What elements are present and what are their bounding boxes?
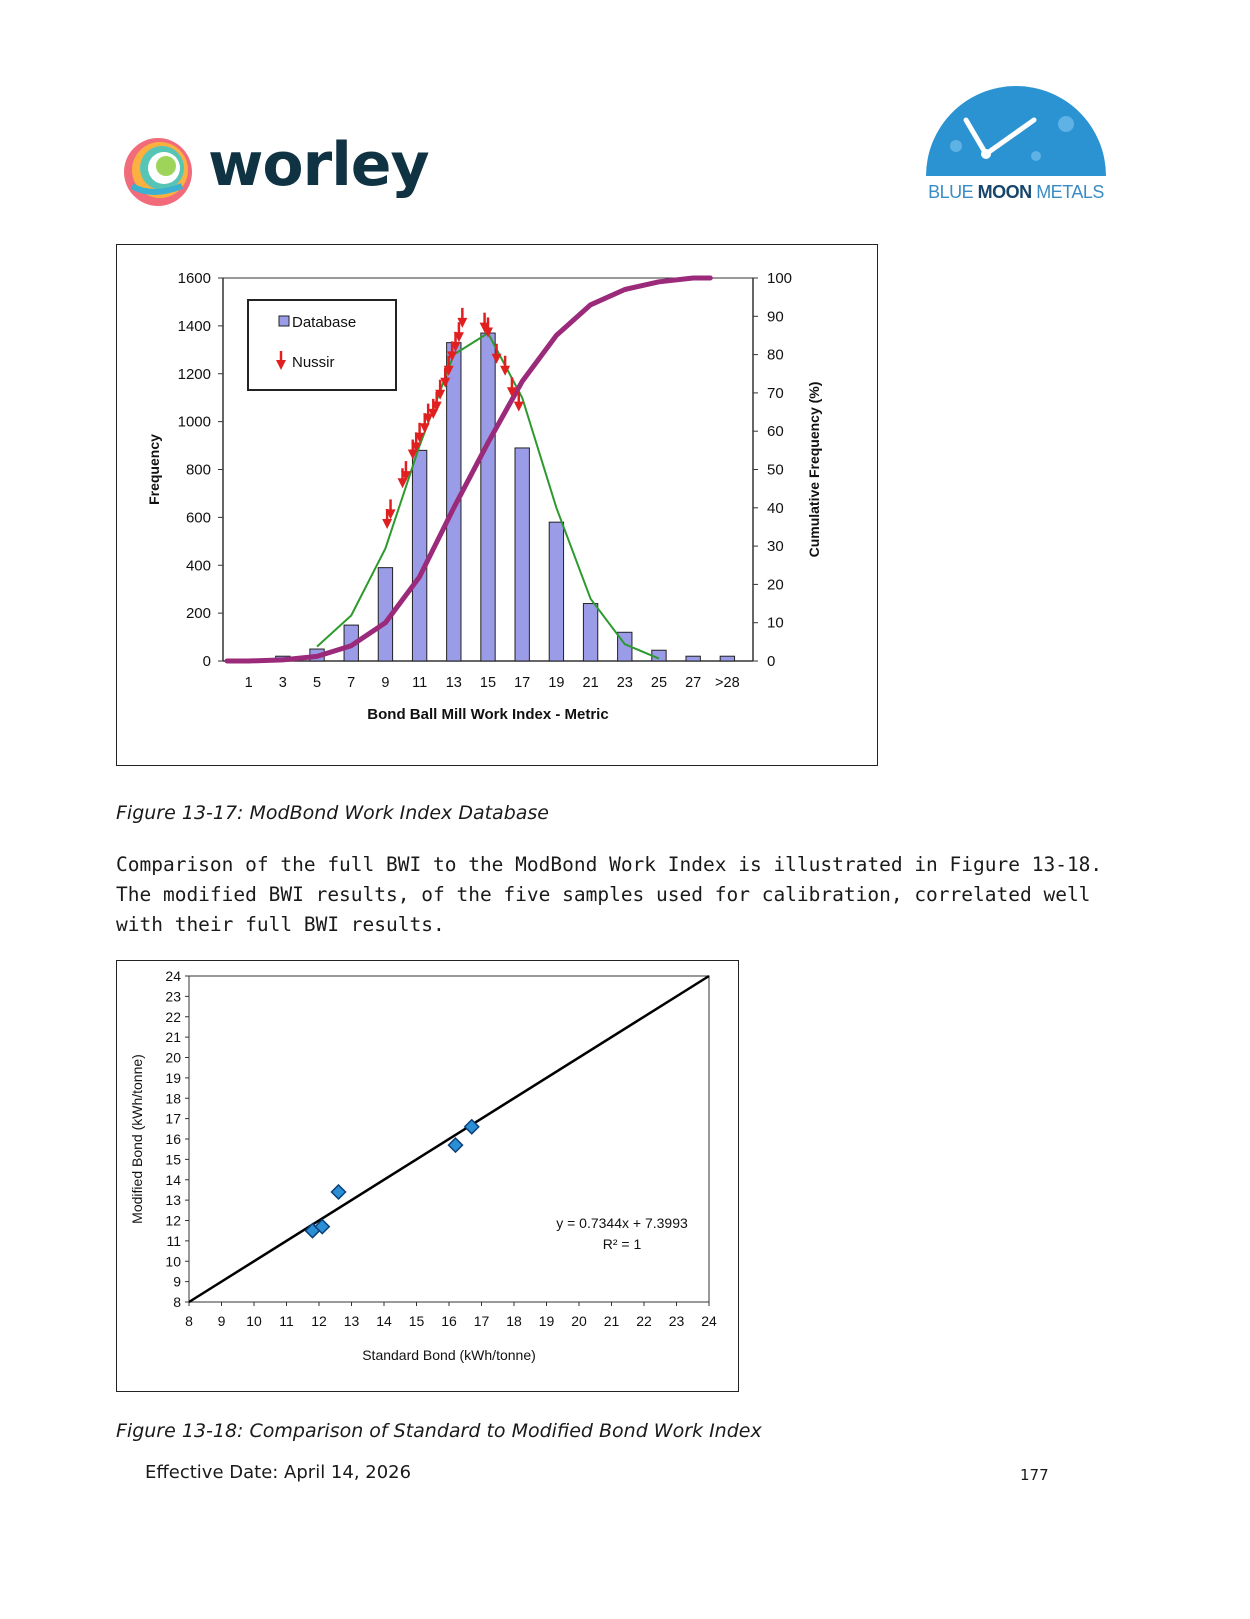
y-tick-label: 800 bbox=[185, 461, 211, 479]
y2-axis-title: Cumulative Frequency (%) bbox=[806, 381, 822, 558]
x-tick-label: 19 bbox=[538, 1313, 555, 1329]
y2-tick-label: 90 bbox=[767, 308, 784, 326]
y-tick-label: 19 bbox=[165, 1069, 181, 1086]
blue-moon-metals-wordmark: BLUE MOON METALS bbox=[928, 182, 1104, 202]
y-tick-label: 17 bbox=[165, 1110, 181, 1127]
blue-moon-metals-logo bbox=[916, 76, 1116, 206]
y-tick-label: 9 bbox=[173, 1273, 181, 1290]
x-tick-label: >28 bbox=[715, 675, 740, 691]
x-tick-label: 15 bbox=[408, 1313, 425, 1329]
y-tick-label: 22 bbox=[165, 1008, 181, 1025]
worley-wordmark: worley bbox=[208, 130, 429, 200]
x-tick-label: 23 bbox=[616, 675, 633, 691]
y-tick-label: 1000 bbox=[177, 413, 211, 431]
x-tick-label: 25 bbox=[650, 675, 668, 691]
bar-database bbox=[583, 604, 597, 661]
bond-comparison-scatter-chart bbox=[116, 960, 739, 1392]
y-tick-label: 400 bbox=[185, 557, 211, 575]
x-tick-label: 27 bbox=[685, 675, 702, 691]
figure-13-17-caption: Figure 13-17: ModBond Work Index Database bbox=[116, 802, 549, 824]
x-tick-label: 9 bbox=[381, 675, 390, 691]
x-tick-label: 13 bbox=[445, 675, 462, 691]
x-axis-title: Standard Bond (kWh/tonne) bbox=[362, 1347, 536, 1363]
y2-tick-label: 40 bbox=[767, 499, 784, 517]
bar-database bbox=[515, 448, 529, 661]
x-tick-label: 18 bbox=[506, 1313, 522, 1329]
x-tick-label: 16 bbox=[441, 1313, 457, 1329]
y-tick-label: 14 bbox=[165, 1171, 181, 1188]
y-tick-label: 0 bbox=[202, 653, 211, 670]
x-tick-label: 7 bbox=[347, 675, 356, 691]
y-tick-label: 10 bbox=[165, 1253, 181, 1270]
y-tick-label: 1200 bbox=[177, 365, 211, 383]
x-tick-label: 8 bbox=[185, 1313, 193, 1329]
x-tick-label: 9 bbox=[217, 1313, 226, 1329]
x-tick-label: 21 bbox=[603, 1313, 620, 1329]
y-tick-label: 1600 bbox=[177, 270, 211, 287]
y2-tick-label: 0 bbox=[767, 653, 776, 670]
x-tick-label: 11 bbox=[279, 1313, 294, 1329]
regression-equation: y = 0.7344x + 7.3993 bbox=[556, 1215, 688, 1231]
bar-database bbox=[720, 656, 734, 661]
scatter-svg bbox=[117, 961, 738, 1391]
regression-r2: R² = 1 bbox=[602, 1236, 642, 1252]
x-tick-label: 15 bbox=[479, 675, 497, 691]
bar-database bbox=[549, 522, 563, 661]
y-tick-label: 12 bbox=[165, 1212, 181, 1229]
x-tick-label: 17 bbox=[514, 675, 531, 691]
y-tick-label: 200 bbox=[185, 605, 211, 623]
worley-logo bbox=[122, 132, 442, 212]
nussir-marker bbox=[514, 402, 524, 412]
body-paragraph: Comparison of the full BWI to the ModBond Work Index is illustrated in Figure 13-18. The modified BWI results, of the five samples used for calibration, correlated well with their full BWI results. bbox=[116, 853, 1103, 936]
y-tick-label: 13 bbox=[165, 1192, 181, 1209]
x-tick-label: 1 bbox=[244, 675, 253, 691]
y-tick-label: 8 bbox=[173, 1294, 181, 1310]
y-axis-title: Frequency bbox=[146, 434, 162, 505]
y2-tick-label: 50 bbox=[767, 461, 784, 479]
x-tick-label: 14 bbox=[376, 1313, 392, 1329]
x-tick-label: 13 bbox=[343, 1313, 360, 1329]
effective-date: Effective Date: April 14, 2026 bbox=[145, 1462, 412, 1483]
y-tick-label: 20 bbox=[165, 1049, 181, 1066]
y-tick-label: 11 bbox=[166, 1232, 181, 1249]
y-tick-label: 23 bbox=[165, 988, 181, 1005]
legend-label-nussir: Nussir bbox=[292, 354, 335, 371]
y-tick-label: 24 bbox=[165, 968, 181, 984]
y2-tick-label: 70 bbox=[767, 384, 784, 402]
x-tick-label: 12 bbox=[311, 1313, 327, 1329]
worley-swirl-icon bbox=[122, 132, 202, 212]
work-index-histogram-chart bbox=[116, 244, 878, 766]
x-tick-label: 24 bbox=[701, 1313, 717, 1329]
x-tick-label: 21 bbox=[582, 675, 599, 691]
figure-13-18-caption: Figure 13-18: Comparison of Standard to Modified Bond Work Index bbox=[116, 1420, 762, 1442]
y-tick-label: 21 bbox=[165, 1029, 181, 1046]
histogram-svg bbox=[117, 245, 877, 765]
y-tick-label: 18 bbox=[165, 1090, 181, 1107]
y-tick-label: 16 bbox=[165, 1131, 181, 1147]
x-axis-title: Bond Ball Mill Work Index - Metric bbox=[367, 706, 609, 723]
x-tick-label: 3 bbox=[278, 675, 287, 691]
nussir-marker bbox=[420, 423, 430, 433]
nussir-marker bbox=[382, 519, 392, 529]
x-tick-label: 23 bbox=[668, 1313, 685, 1329]
legend-label-database: Database bbox=[292, 314, 357, 331]
x-tick-label: 5 bbox=[312, 675, 322, 691]
y2-tick-label: 10 bbox=[767, 614, 784, 632]
y-tick-label: 15 bbox=[165, 1151, 181, 1168]
x-tick-label: 19 bbox=[548, 675, 565, 691]
bar-database bbox=[686, 656, 700, 661]
x-tick-label: 10 bbox=[246, 1313, 262, 1329]
bar-database bbox=[412, 450, 426, 661]
y2-tick-label: 80 bbox=[767, 346, 784, 364]
y2-tick-label: 30 bbox=[767, 538, 784, 556]
y-tick-label: 600 bbox=[185, 509, 211, 527]
x-tick-label: 20 bbox=[571, 1313, 587, 1329]
x-tick-label: 22 bbox=[636, 1313, 652, 1329]
page-number: 177 bbox=[1020, 1466, 1049, 1484]
y2-tick-label: 100 bbox=[767, 270, 793, 287]
y-tick-label: 1400 bbox=[177, 317, 211, 335]
y-axis-title: Modified Bond (kWh/tonne) bbox=[129, 1054, 145, 1224]
x-tick-label: 11 bbox=[412, 675, 428, 691]
legend-swatch-database bbox=[279, 316, 289, 326]
bar-database bbox=[481, 333, 495, 661]
moon-clock-icon bbox=[916, 76, 1116, 184]
x-tick-label: 17 bbox=[473, 1313, 490, 1329]
y2-tick-label: 60 bbox=[767, 423, 784, 441]
y2-tick-label: 20 bbox=[767, 576, 784, 594]
